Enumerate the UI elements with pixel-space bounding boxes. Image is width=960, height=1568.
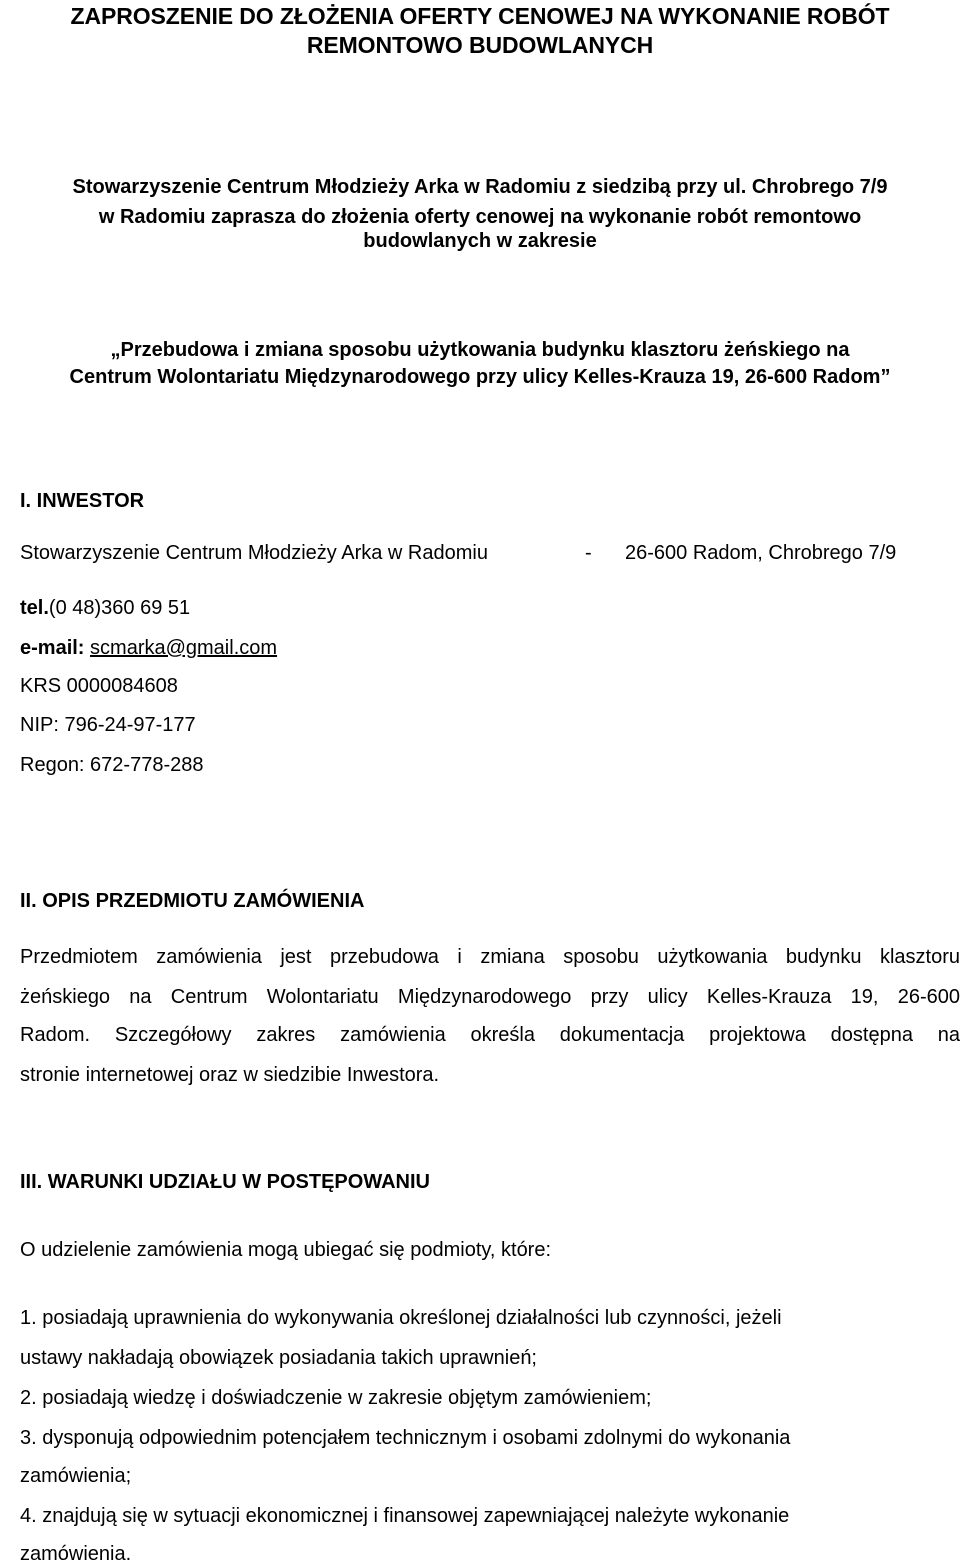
investor-krs: KRS 0000084608	[20, 675, 178, 697]
description-line-1: Przedmiotem zamówienia jest przebudowa i zmiana sposobu użytkowania budynku klasztoru	[20, 946, 960, 968]
description-heading: II. OPIS PRZEDMIOTU ZAMÓWIENIA	[20, 890, 365, 912]
investor-email	[20, 634, 277, 662]
condition-item-3-line-2: zamówienia;	[20, 1465, 132, 1487]
investor-regon: Regon: 672-778-288	[20, 754, 204, 776]
description-line-4: stronie internetowej oraz w siedzibie Inwestora.	[20, 1064, 440, 1086]
investor-nip: NIP: 796-24-97-177	[20, 714, 196, 736]
intro-line-1: Stowarzyszenie Centrum Młodzieży Arka w Radomiu z siedzibą przy ul. Chrobrego 7/9	[72, 176, 888, 198]
document-title-line-2: REMONTOWO BUDOWLANYCH	[306, 32, 654, 58]
document-title-line-1: ZAPROSZENIE DO ZŁOŻENIA OFERTY CENOWEJ NA WYKONANIE ROBÓT	[70, 3, 890, 29]
subject-line-2: Centrum Wolontariatu Międzynarodowego przy ulicy Kelles-Krauza 19, 26-600 Radom”	[69, 366, 891, 388]
subject-line-1: „Przebudowa i zmiana sposobu użytkowania budynku klasztoru żeńskiego na	[110, 339, 850, 361]
conditions-heading: III. WARUNKI UDZIAŁU W POSTĘPOWANIU	[20, 1171, 430, 1193]
condition-item-3-line-1: 3. dysponują odpowiednim potencjałem technicznym i osobami zdolnymi do wykonania	[20, 1427, 791, 1449]
conditions-intro: O udzielenie zamówienia mogą ubiegać się podmioty, które:	[20, 1239, 552, 1261]
condition-item-2: 2. posiadają wiedzę i doświadczenie w zakresie objętym zamówieniem;	[20, 1387, 652, 1409]
phone-label: tel.	[20, 597, 49, 619]
condition-item-4-line-2: zamówienia.	[20, 1543, 132, 1565]
condition-item-4-line-1: 4. znajdują się w sytuacji ekonomicznej i finansowej zapewniającej należyte wykonanie	[20, 1505, 790, 1527]
intro-line-2: w Radomiu zaprasza do złożenia oferty cenowej na wykonanie robót remontowo	[98, 206, 862, 228]
phone-value: (0 48)360 69 51	[48, 597, 191, 619]
condition-item-1-line-2: ustawy nakładają obowiązek posiadania takich uprawnień;	[20, 1347, 537, 1369]
investor-name: Stowarzyszenie Centrum Młodzieży Arka w Radomiu	[20, 542, 488, 564]
intro-line-3: budowlanych w zakresie	[363, 230, 597, 252]
investor-phone	[20, 594, 190, 622]
email-label: e-mail:	[20, 637, 85, 659]
investor-address: 26-600 Radom, Chrobrego 7/9	[625, 542, 897, 564]
investor-dash: -	[585, 542, 592, 564]
email-link[interactable]: scmarka@gmail.com	[90, 637, 278, 659]
condition-item-1-line-1: 1. posiadają uprawnienia do wykonywania określonej działalności lub czynności, jeżeli	[20, 1307, 782, 1329]
description-line-2: żeńskiego na Centrum Wolontariatu Międzynarodowego przy ulicy Kelles-Krauza 19, 26-600	[20, 986, 960, 1008]
investor-heading: I. INWESTOR	[20, 490, 145, 512]
description-line-3: Radom. Szczegółowy zakres zamówienia określa dokumentacja projektowa dostępna na	[20, 1024, 960, 1046]
